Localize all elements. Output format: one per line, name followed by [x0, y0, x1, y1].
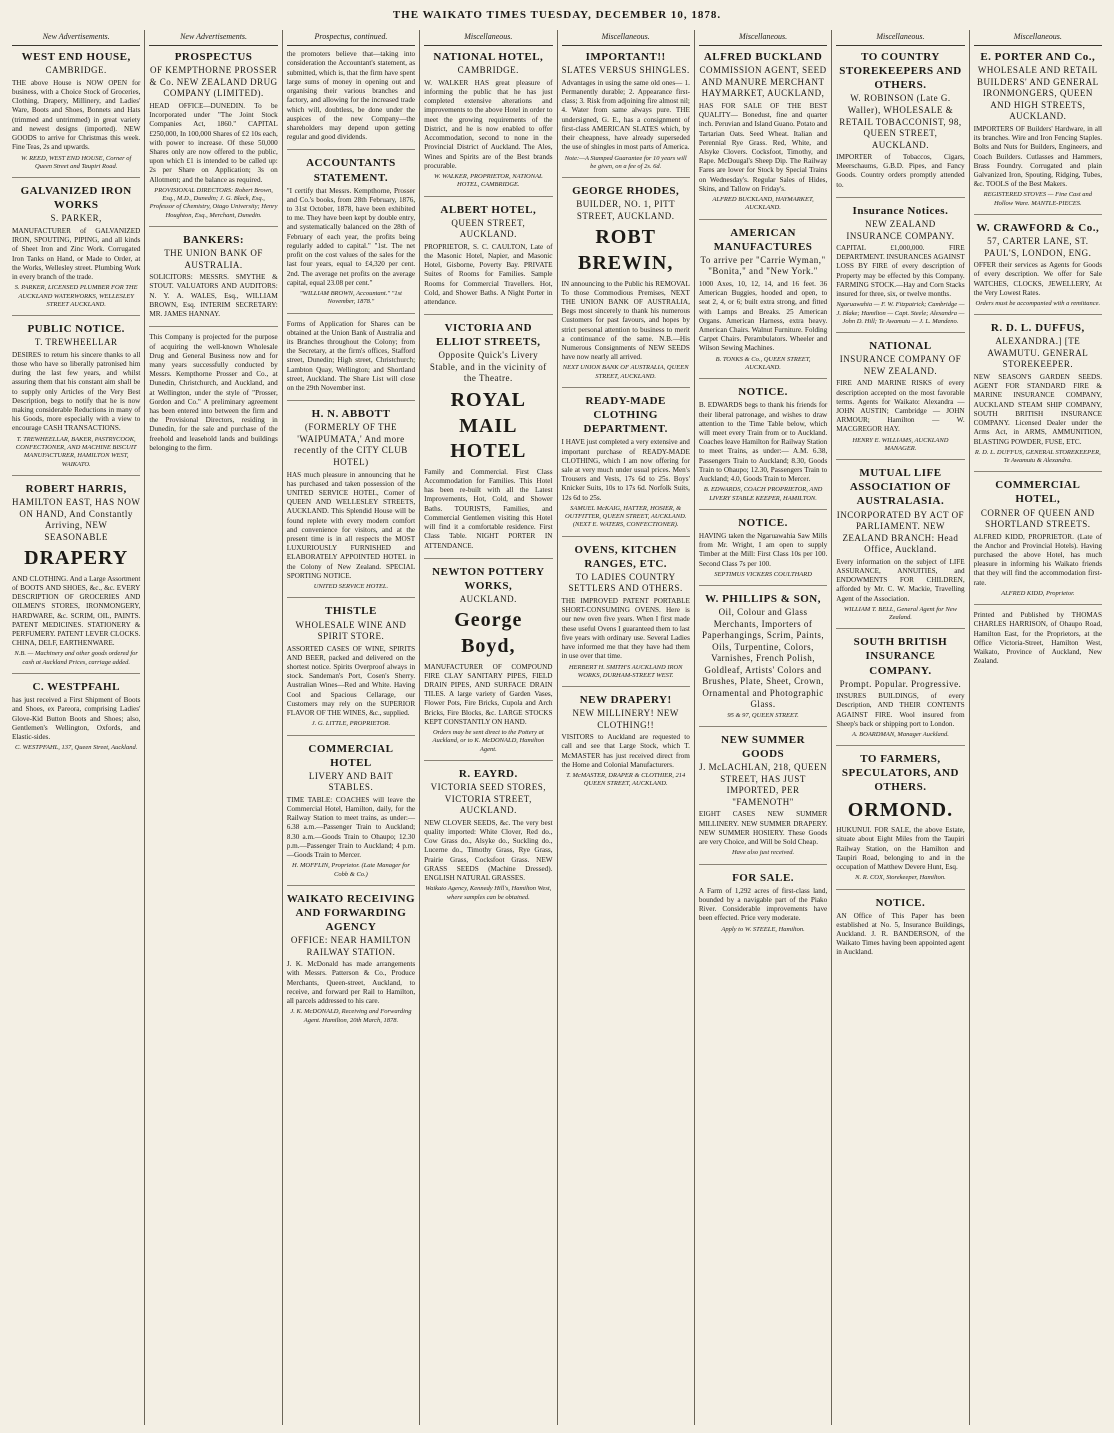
ad-body: HAVING taken the Ngaruawahia Saw Mills from Mr. Wright, I am open to supply Timber at the Mill: First Class 10s per 100. Second Class 7s per 100.: [698, 531, 828, 568]
ad-body: THE above House is NOW OPEN for business, with a Choice Stock of Groceries, Clothing, Drapery, Millinery, and Ladies' Ware, Boots and Shoes, Bonnets and Hats (trimmed and untrimmed) in great variety and newest designs (imported). NEW GOODS to arrive for Christmas this week. Fine Teas, 2s and upwards.: [12, 78, 141, 152]
ad-signature: T. McMASTER, DRAPER & CLOTHIER, 214 QUEEN STREET, AUCKLAND.: [566, 772, 686, 788]
ad-title: H. N. ABBOTT: [311, 408, 391, 421]
advertisement: [287, 892, 415, 1031]
ad-body: Printed and Published by THOMAS CHARLES HARRISON, of Ohaupo Road, Hamilton East, for the Proprietors, at the Office Victoria-Street, Hamilton West, Waikato, Province of Auckland, New Zealand.: [973, 611, 1102, 666]
ad-display-title: ORMOND.: [847, 798, 954, 821]
ad-title: NATIONAL HOTEL,: [433, 51, 544, 64]
ad-body: the promoters believe that—taking into consideration the Accountant's statement, as submitted, which is, that the firm have spent large sums of money in opening out and organising their various branches and factory, and allowing for the increased trade which will, doubtless, be done under the auspices of the new Company—the shareholders may depend upon getting regular and good dividends.: [286, 50, 416, 142]
ad-signature: Ngaruawahia — F. W. Fitzpatrick; Cambridge — J. Blake; Hamilton — Capt. Steele; Alexandra — John D. Hill; Te Awamutu — J. L. Mandeno.: [836, 301, 965, 325]
advertisement: [287, 742, 415, 886]
advertisement: [836, 635, 964, 746]
ad-title: GALVANIZED IRON WORKS: [20, 185, 132, 212]
ad-title: WAIKATO RECEIVING AND FORWARDING AGENCY: [286, 892, 416, 934]
advertisement: [836, 339, 964, 460]
ad-title: VICTORIA AND ELLIOT STREETS,: [436, 322, 541, 349]
ad-signature: A. BOARDMAN, Manager Auckland.: [851, 730, 949, 738]
ad-title: ACCOUNTANTS STATEMENT.: [306, 157, 396, 184]
ad-signature: T. TREWHEELLAR, BAKER, PASTRYCOOK, CONFECTIONER, AND MACHINE BISCUIT MANUFACTURER, HAMILTON WEST, WAIKATO.: [15, 435, 137, 468]
ad-subtitle: W. ROBINSON (Late G. Waller), WHOLESALE & RETAIL TOBACCONIST, 98, QUEEN STREET, AUCKLAND.: [839, 93, 962, 150]
ad-signature: B. TONKS & Co., QUEEN STREET, AUCKLAND.: [715, 355, 811, 371]
ad-signature: ALFRED KIDD, Proprietor.: [1001, 589, 1075, 597]
ad-subtitle: TO LADIES COUNTRY SETTLERS AND OTHERS.: [568, 571, 683, 594]
ad-subtitle: 57, CARTER LANE, ST. PAUL'S, LONDON, ENG.: [984, 236, 1092, 258]
ad-title: PUBLIC NOTICE.: [27, 323, 125, 336]
ad-subtitle: To arrive per "Carrie Wyman," "Bonita," and "New York.": [700, 254, 826, 277]
ad-title: TO COUNTRY STOREKEEPERS AND OTHERS.: [839, 51, 962, 92]
ad-subtitle: NEW ZEALAND INSURANCE COMPANY.: [846, 219, 955, 241]
advertisement: [699, 50, 827, 219]
ad-subtitle: WHOLESALE AND RETAIL BUILDERS' AND GENERAL IRONMONGERS, QUEEN AND HIGH STREETS, AUCKLAND.: [977, 65, 1099, 122]
ad-title: BANKERS:: [183, 234, 244, 247]
advertisement: [12, 482, 140, 674]
ad-body: THE IMPROVED PATENT PORTABLE SHORT-CONSUMING OVENS. Here is our new oven five years. When I first made these useful Ovens I guaranteed them to last five years with ordinary use. Several Ladies have informed me that they have had them in use over that time.: [561, 596, 690, 661]
advertisement: [424, 50, 552, 196]
ad-subtitle: WHOLESALE WINE AND SPIRIT STORE.: [295, 619, 407, 642]
ad-subtitle: NEW MILLINERY! NEW CLOTHING!!: [572, 708, 679, 730]
ad-subtitle: COMMISSION AGENT, SEED AND MANURE MERCHANT HAYMARKET, AUCKLAND,: [699, 65, 827, 99]
ad-title: NOTICE.: [875, 896, 926, 909]
advertisement: [836, 752, 964, 889]
ad-subtitle: J. McLACHLAN, 218, QUEEN STREET, HAS JUST IMPORTED, PER "FAMENOTH": [699, 762, 828, 807]
advertisement: [287, 50, 415, 150]
ad-signature: W. REED, WEST END HOUSE, Corner of Queen Street and Taupiri Road.: [21, 154, 132, 170]
newspaper-column: [557, 30, 694, 1425]
ad-body: AND CLOTHING. And a Large Assortment of BOOTS AND SHOES, &c., &c. EVERY DESCRIPTION OF GROCERIES AND OILMEN'S STORES, IRONMONGERY, HARDWARE, &c. SCRIM, OIL, PAINTS. PATENT MEDICINES. STATIONERY & PERFUMERY. PATENT LEVER CLOCKS. CHINA, DELF, EARTHENWARE.: [12, 574, 141, 648]
advertisement: [562, 693, 690, 795]
advertisement: [836, 466, 964, 629]
column-heading: Miscellaneous.: [699, 30, 827, 46]
ad-body: NEW SEASON'S GARDEN SEEDS. AGENT FOR STANDARD FIRE & MARINE INSURANCE COMPANY, AUCKLAND STEAM SHIP COMPANY, SOUTH BRITISH INSURANCE COMPANY. Licensed Dealer under the Arms Act, in ARMS, AMMUNITION, BLASTING POWDER, FUSE, ETC.: [973, 372, 1102, 446]
ad-signature: Orders must be accompanied with a remittance.: [975, 300, 1101, 308]
ad-title: NEWTON POTTERY WORKS,: [432, 565, 545, 592]
newspaper-column: [8, 30, 144, 1425]
ad-title: OVENS, KITCHEN RANGES, ETC.: [574, 543, 677, 570]
ad-subtitle: ALEXANDRA.] [TE AWAMUTU. GENERAL STOREKEEPER.: [987, 336, 1089, 370]
newspaper-column: [969, 30, 1106, 1425]
ad-signature: WILLIAM T. BELL, General Agent for New Zealand.: [843, 605, 958, 622]
ad-subtitle: HAMILTON EAST, HAS NOW ON HAND, And Constantly Arriving, NEW SEASONABLE: [12, 497, 141, 542]
advertisement: [287, 604, 415, 735]
ad-title: SOUTH BRITISH INSURANCE COMPANY.: [853, 636, 948, 677]
ad-signature: Orders may be sent direct to the Pottery at Auckland, or to K. McDONALD, Hamilton Agent.: [432, 729, 545, 753]
newspaper-column: [144, 30, 281, 1425]
advertisement: [12, 680, 140, 758]
ad-subtitle: CAMBRIDGE.: [45, 65, 107, 76]
advertisement: [149, 50, 277, 227]
ad-subtitle: (FORMERLY OF THE 'WAIPUMATA,' And more recently of the CITY CLUB HOTEL): [294, 422, 408, 467]
ad-body: OFFER their services as Agents for Goods of every description. We offer for Sale WATCHES, CLOCKS, JEWELLERY, At the Very Lowest Rates.: [973, 261, 1102, 297]
ad-body: NEW CLOVER SEEDS, &c. The very best quality imported: White Clover, Red do., Cow Grass do., Alsyke do., Suckling do., Lucerne do., Timothy Grass, Rye Grass, Prairie Grass, Cocksfoot Grass. NEW GRASS SEEDS (Machine Dressed). ENGLISH NATURAL GRASSES.: [424, 818, 553, 882]
advertisement: [149, 333, 277, 460]
advertisement: [836, 896, 964, 965]
advertisement: [12, 184, 140, 316]
ad-body: J. K. McDonald has made arrangements with Messrs. Patterson & Co., Produce Merchants, Queen-street, Auckland, to receive, and forward per Rail to Hamilton, all parcels addressed to his care.: [286, 960, 416, 1006]
ad-body: DESIRES to return his sincere thanks to all those who have so liberally patronised him during the last few years, and whilst assuring them that his constant aim shall be to supply only Articles of the Very Best Description, begs to notify that he is now making considerable Reductions in many of his Goods, more especially with a view to encourage CASH TRANSACTIONS.: [12, 350, 141, 433]
newspaper-column: [419, 30, 556, 1425]
ad-body: "I certify that Messrs. Kempthorne, Prosser and Co.'s books, from 28th February, 1876, to 31st October, 1878, have been exhibited to me. They have been kept by double entry, and systematically balanced on the 28th of February of each year, the profits being regularly added to capital." "1st. The net profit on the cost values of the sales for the last four years, equal to £4,320 per cent. 2nd. The average net profits on the average capital, equal 23.08 per cent.": [286, 186, 416, 287]
advertisement: [699, 516, 827, 586]
ad-display-title: ROYAL MAIL HOTEL: [450, 388, 527, 463]
advertisement: [12, 50, 140, 178]
ad-body: Every information on the subject of LIFE ASSURANCE, ANNUITIES, and ENDOWMENTS FOR CHILDREN, afforded by Mr. C. W. Mackie, Travelling Agent of the Association.: [836, 557, 965, 603]
ad-signature: SEPTIMUS VICKERS COULTHARD: [714, 570, 812, 578]
ad-subtitle: QUEEN STREET, AUCKLAND.: [451, 217, 526, 240]
ad-title: THISTLE: [325, 605, 377, 618]
ad-title: NEW SUMMER GOODS: [721, 734, 806, 761]
advertisement: [974, 50, 1102, 215]
ad-title: C. WESTPFAHL: [32, 681, 120, 694]
advertisement: [974, 321, 1102, 472]
ad-title: FOR SALE.: [732, 871, 795, 884]
ad-subtitle: CAMBRIDGE.: [457, 65, 519, 76]
ad-signature: HERBERT H. SMITH'S AUCKLAND IRON WORKS, DURHAM-STREET WEST.: [568, 663, 683, 679]
ad-title: ROBERT HARRIS,: [25, 482, 127, 495]
ad-signature: "WILLIAM BROWN, Accountant." "1st November, 1878.": [299, 289, 402, 306]
advertisement: [699, 733, 827, 864]
ad-display-title: George Boyd,: [454, 609, 523, 657]
ad-title: R. D. L. DUFFUS,: [990, 322, 1085, 335]
column-heading: Prospectus, continued.: [287, 30, 415, 46]
ad-body: AN Office of This Paper has been established at No. 5, Insurance Buildings, Auckland. J. R. BANDERSON, of the Waikato Times having been appointed agent in Auckland.: [836, 911, 965, 957]
advertisement: [287, 156, 415, 313]
advertisement: [699, 226, 827, 380]
ad-subtitle: Opposite Quick's Livery Stable, and in the vicinity of the Theatre.: [429, 350, 547, 384]
ad-body: MANUFACTURER OF COMPOUND FIRE CLAY SANITARY PIPES, FIELD DRAIN PIPES, AND SURFACE DRAIN TILES. A large variety of Garden Vases, Flower Pots, Fire Bricks, Cupola and Arch Bricks, Fire Blocks, &c. LARGE STOCKS KEPT CONSTANTLY ON HAND.: [424, 662, 553, 726]
ad-body: TIME TABLE: COACHES will leave the Commercial Hotel, Hamilton, daily, for the Railway Station to meet trains, as under:— 6.38 a.m.—Passenger Train to Auckland; 8.30 a.m.—Goods Train to Ohaupo; 12.30 p.m.—Passenger Train to Auckland; 4 p.m.—Goods Train to Mercer.: [286, 795, 416, 860]
ad-signature: UNITED SERVICE HOTEL.: [313, 583, 389, 591]
advertisement: [836, 204, 964, 333]
ad-signature: N.B. — Machinery and other goods ordered for cash at Auckland Prices, carriage added.: [14, 650, 138, 666]
ad-title: AMERICAN MANUFACTURES: [713, 226, 813, 253]
ad-subtitle: SLATES VERSUS SHINGLES.: [561, 65, 690, 76]
ad-body: SOLICITORS: MESSRS. SMYTHE & STOUT. VALUATORS AND AUDITORS: N. Y. A. WALES, Esq., WILLIAM BROWN, Esq. INTERIM SECRETARY: MR. JAMES HANNAY.: [149, 273, 278, 319]
ad-subtitle: OFFICE: NEAR HAMILTON RAILWAY STATION.: [290, 935, 411, 957]
advertisement: [562, 184, 690, 388]
ad-signature: J. G. LITTLE, PROPRIETOR.: [311, 720, 391, 728]
column-heading: Miscellaneous.: [424, 30, 552, 46]
ad-subtitle: T. TREWHEELLAR: [34, 337, 118, 348]
ad-body: HAS much pleasure in announcing that he has purchased and taken possession of the UNITED SERVICE HOTEL, Corner of QUEEN AND WELLESLEY STREETS, AUCKLAND. This Splendid House will be found replete with every modern comfort and convenience for visitors, and at the present time is in all respects the MOST LUXURIOUSLY FURNISHED and ELABORATELY APPOINTED HOTEL in the Colony of New Zealand. SPECIAL SPORTING NOTICE.: [286, 470, 416, 580]
ad-title: TO FARMERS, SPECULATORS, AND OTHERS.: [841, 753, 959, 794]
ad-title: E. PORTER AND Co.,: [980, 51, 1096, 64]
ad-title: GEORGE RHODES,: [572, 185, 680, 198]
ad-subtitle: INCORPORATED BY ACT OF PARLIAMENT. NEW ZEALAND BRANCH: Head Office, Auckland.: [836, 509, 965, 555]
advertisement: [974, 221, 1102, 315]
ad-body: ALFRED KIDD, PROPRIETOR. (Late of the Anchor and Provincial Hotels). Having purchased the above Hotel, has much pleasure in informing his Waikato friends that they will find the accommodation first-rate.: [973, 532, 1102, 587]
ad-signature: Have also just received.: [731, 849, 795, 857]
ad-signature: NEXT UNION BANK OF AUSTRALIA, QUEEN STREET, AUCKLAND.: [562, 364, 689, 380]
ad-subtitle: BUILDER, NO. 1, PITT STREET, AUCKLAND.: [576, 199, 676, 221]
ad-body: 1000 Axes, 10, 12, 14, and 16 feet. 36 American Buggies, hooded and open, to seat 2, 4, or 6; built extra strong, and fitted with Lamps and Breaks. 25 American Organs. American Harness, extra heavy. American Chairs. Walnut Furniture. Folding Carpet Chairs. Perambulators. Wheeler and Wilson Sewing Machines.: [698, 279, 828, 353]
ad-subtitle: OF KEMPTHORNE PROSSER & Co. NEW ZEALAND DRUG COMPANY (LIMITED).: [149, 65, 278, 99]
ad-title: W. CRAWFORD & Co.,: [976, 222, 1100, 235]
ad-body: HUKUNUI. FOR SALE, the above Estate, situate about Eight Miles from the Taupiri Railway Station, on the Hamilton and Taupiri Road, belonging to and in the occupation of Matthew Devere Hunt, Esq.: [836, 826, 965, 871]
ad-subtitle: VICTORIA SEED STORES, VICTORIA STREET, AUCKLAND.: [430, 782, 547, 816]
ad-body: Forms of Application for Shares can be obtained at the Union Bank of Australia and its Branches throughout the Colony; from the Secretary, at the firm's offices, Stafford street, Dunedin; High street, Christchurch; Lambton Quay, Wellington; and Shortland street, Auckland. The Share List will close on the 29th November inst.: [286, 319, 416, 393]
ad-body: This Company is projected for the purpose of acquiring the well-known Wholesale Drug and General Business now and for many years successfully conducted by Messrs. Kempthorne Prosser and Co., at Dunedin, Christchurch, and Auckland, and at Wellington, under the style of "Prosser, Gordon and Co." A preliminary agreement has been entered into between the firm and the Provisional Directors, residing in Dunedin, for the sale and purchase of the freehold and leasehold lands and buildings belonging to the firm.: [149, 333, 278, 452]
advertisement: [699, 385, 827, 510]
ad-signature: REGISTERED STOVES — Fine Cast and Hollow Ware. MANTLE-PIECES.: [983, 191, 1092, 207]
ad-signature: PROVISIONAL DIRECTORS: Robert Brown, Esq., M.D., Dunedin; J. G. Black, Esq., Professor of Chemistry, Otago University; Henry Houghton, Esq., Merchant, Dunedin.: [149, 186, 278, 219]
ad-subtitle: THE UNION BANK OF AUSTRALIA.: [164, 248, 263, 270]
ad-signature: N. R. COX, Storekeeper, Hamilton.: [855, 874, 946, 882]
ad-subtitle: Oil, Colour and Glass Merchants, Importers of Paperhangings, Scrim, Paints, Oils, Turpentine, Colors, Varnishes, French Polish, Goldleaf, Artists' Colors and Brushes, Plate, Sheet, Crown, Ornamental and Photographic Glass.: [701, 607, 825, 710]
ad-body: ASSORTED CASES OF WINE, SPIRITS AND BEER, packed and delivered on the shortest notice. Spirits Overproof always in stock. Sandeman's Port, Cosen's Sherry. Australian Wines—Red and White. Having Cool and Spacious Cellarage, our Customers may rely on the SUPERIOR FLAVOR OF THE WINES, &c., supplied.: [286, 644, 416, 718]
ad-body: IMPORTER of Tobaccos, Cigars, Meerschaums, G.B.D. Pipes, and Fancy Goods. Country orders promptly attended to.: [836, 153, 965, 189]
advertisement: [974, 611, 1102, 673]
advertisement: [149, 233, 277, 327]
advertisement: [424, 321, 552, 558]
ad-title: W. PHILLIPS & SON,: [705, 593, 821, 606]
advertisement: [974, 478, 1102, 605]
advertisement: [562, 543, 690, 687]
ad-signature: 95 & 97, QUEEN STREET.: [727, 711, 799, 719]
ad-body: Advantages in using the same old ones— 1. Permanently durable; 2. Appearance first-class; 3. Risk from adjoining fire almost nil; 4. Water from same always pure. THE undersigned, G. E., has a consignment of first-class AMERICAN SLATES which, by their cheapness, have already superseded the use of shingles in most parts of America.: [561, 78, 690, 152]
ad-body: A Farm of 1,292 acres of first-class land, bounded by a navigable part of the Piako River. Considerable improvements have been effected. Price very moderate.: [698, 886, 828, 923]
ad-signature: W. WALKER, PROPRIETOR, NATIONAL HOTEL, CAMBRIDGE.: [433, 173, 543, 189]
newspaper-columns: [8, 30, 1106, 1425]
ad-signature: HENRY E. WILLIAMS, AUCKLAND MANAGER.: [852, 436, 949, 453]
ad-body: CAPITAL £1,000,000. FIRE DEPARTMENT. INSURANCES AGAINST LOSS BY FIRE of every description of Property may be effected by this Company. FARMING STOCK.—Hay and Corn Stacks insured for three, six, or twelve months.: [836, 244, 965, 299]
advertisement: [287, 320, 415, 402]
ad-display-title: DRAPERY: [24, 547, 129, 570]
ad-body: PROPRIETOR, S. C. CAULTON, Late of the Masonic Hotel, Napier, and Masonic Hotel, Gisborne, Poverty Bay. PRIVATE Suites of Rooms for Families. Sample Rooms for Commercial Travellers. Hot, Cold, and Shower Baths. A Night Porter in attendance.: [424, 242, 553, 307]
column-heading: New Advertisements.: [12, 30, 140, 46]
ad-title: COMMERCIAL HOTEL: [308, 742, 394, 769]
advertisement: [424, 203, 552, 316]
ad-title: R. EAYRD.: [458, 768, 518, 781]
ad-body: has just received a First Shipment of Boots and Shoes, ex Pareora, comprising Ladies' Glove-Kid Button Boots and Shoes; also, Gentlemen's Wellington, Oxfords, and Elastic-sides.: [12, 696, 141, 741]
ad-signature: J. K. McDONALD, Receiving and Forwarding Agent. Hamilton, 20th March, 1878.: [290, 1008, 412, 1024]
ad-title: ALBERT HOTEL,: [440, 203, 537, 216]
ad-body: MANUFACTURER of GALVANIZED IRON, SPOUTING, PIPING, and all kinds of Sheet Iron and Zinc Work. Corrugated Iron Tanks on Hand, or Made to Order, at the Works, Wellesley street. Plumbing Work in every branch of the trade.: [12, 226, 141, 281]
ad-signature: Apply to W. STEELE, Hamilton.: [721, 925, 805, 933]
ad-signature: S. PARKER, LICENSED PLUMBER FOR THE AUCKLAND WATERWORKS, WELLESLEY STREET AUCKLAND.: [14, 284, 138, 308]
ad-body: VISITORS to Auckland are requested to call and see that Large Stock, which T. McMASTER has just received direct from the Home and Colonial Manufacturers.: [561, 733, 690, 769]
ad-title: WEST END HOUSE,: [21, 51, 131, 64]
ad-subtitle: AUCKLAND.: [459, 593, 517, 604]
newspaper-masthead: THE WAIKATO TIMES TUESDAY, DECEMBER 10, 1878.: [392, 9, 722, 21]
ad-title: PROSPECTUS: [174, 51, 253, 64]
ad-title: ALFRED BUCKLAND: [703, 51, 823, 64]
ad-title: NATIONAL: [869, 340, 932, 353]
ad-body: W. WALKER HAS great pleasure of informing the public that he has just completed extensive alterations and improvements to the above Hotel in order to meet the growing requirements of the District, and he is now enabled to offer Accommodation, second to none in the Provincial District of Auckland. The Ales, Wines and Spirits are of the Best brands procurable.: [424, 78, 553, 170]
ad-display-title: ROBT BREWIN,: [578, 226, 674, 274]
ad-signature: C. WESTPFAHL, 137, Queen Street, Auckland.: [15, 744, 138, 752]
ad-title: Insurance Notices.: [852, 204, 949, 217]
column-heading: Miscellaneous.: [562, 30, 690, 46]
ad-subtitle: Prompt. Popular. Progressive.: [839, 678, 962, 689]
ad-signature: Note:—A Stamped Guarantee for 10 years will be given, on a fee of 2s. 6d.: [564, 154, 687, 170]
advertisement: [424, 565, 552, 761]
advertisement: [562, 50, 690, 178]
ad-title: COMMERCIAL HOTEL,: [995, 479, 1081, 506]
ad-title: MUTUAL LIFE ASSOCIATION OF AUSTRALASIA.: [849, 467, 952, 508]
advertisement: [562, 394, 690, 537]
ad-body: EIGHT CASES NEW SUMMER MILLINERY. NEW SUMMER DRAPERY. NEW SUMMER HOSIERY. These Goods are very Choice, and Will be Sold Cheap.: [698, 810, 828, 847]
ad-body: I HAVE just completed a very extensive and important purchase of READY-MADE CLOTHING, which I am now offering for sale at very much under usual prices. Men's Trousers and Vests, 17s 6d to 25s. Boys' Knicker Suits, 10s to 17s 6d. Norfolk Suits, 12s 6d to 25s.: [561, 438, 690, 502]
advertisement: [699, 592, 827, 727]
ad-body: Family and Commercial. First Class Accommodation for Families. This Hotel has been re-built with all the Latest Improvements, Hot, Cold, and Shower Baths. TOURISTS, Families, and Commercial Gentlemen visiting this Hotel will find it a comfortable residence. First Class Table. NIGHT PORTER IN ATTENDANCE.: [424, 467, 553, 550]
ad-title: READY-MADE CLOTHING DEPARTMENT.: [583, 395, 668, 436]
ad-body: INSURES BUILDINGS, of every Description, AND THEIR CONTENTS AGAINST FIRE. Wool insured from Sheep's back or shipping port to London.: [836, 692, 965, 728]
ad-signature: ALFRED BUCKLAND, HAYMARKET, AUCKLAND.: [712, 196, 814, 212]
ad-body: HEAD OFFICE—DUNEDIN. To be Incorporated under "The Joint Stock Companies Act, 1860." CAPITAL £250,000, In 100,000 Shares of £2 10s each, with power to increase. Of these 50,000 Shares only are now offered to the public, upon which £1 is intended to be called up: 2s per Share on Application; 3s on Allotment; and the balance as required.: [149, 101, 278, 184]
ad-signature: SAMUEL McKAIG, HATTER, HOSIER, & OUTFITTER, QUEEN STREET, AUCKLAND. (NEXT E. WATERS, CONFECTIONER).: [564, 504, 687, 529]
ad-signature: R. D. L. DUFFUS, GENERAL STOREKEEPER, Te Awamutu & Alexandra.: [974, 448, 1101, 465]
ad-signature: B. EDWARDS, COACH PROPRIETOR, AND LIVERY STABLE KEEPER, HAMILTON.: [703, 486, 823, 502]
column-heading: New Advertisements.: [149, 30, 277, 46]
advertisement: [287, 407, 415, 598]
column-heading: Miscellaneous.: [836, 30, 964, 46]
advertisement: [836, 50, 964, 198]
ad-title: IMPORTANT!!: [585, 51, 666, 64]
ad-body: HAS FOR SALE OF THE BEST QUALITY— Bonedust, fine and quarter inch. Peruvian and Island Guano. Potato and Tartarian Oats. Seed Wheat. Italian and Perennial Rye Grass. Red, White, and Alsyke Clovers. Cocksfoot, Timothy, and Rape. McDougal's Sheep Dip. The Railway Fares are lower for Stock by Special Trains on Wednesday's. Regular Sales of Hides, Skins, and Tallow on Friday's.: [698, 101, 828, 193]
ad-signature: Waikato Agency, Kennedy Hill's, Hamilton West, where samples can be obtained.: [425, 885, 552, 901]
newspaper-column: [282, 30, 419, 1425]
ad-title: NOTICE.: [738, 386, 788, 399]
ad-subtitle: LIVERY AND BAIT STABLES.: [308, 770, 394, 793]
newspaper-column: [831, 30, 968, 1425]
advertisement: [699, 871, 827, 940]
ad-body: FIRE AND MARINE RISKS of every description accepted on the most favorable terms. Agents for Waikato: Alexandra — JOHN AUSTIN; Cambridge — JOHN ARMOUR; Hamilton — W. MACGREGOR HAY.: [836, 379, 965, 434]
ad-signature: H. MOFFLIN, Proprietor. (Late Manager for Cobb & Co.): [292, 862, 410, 878]
ad-body: IN announcing to the Public his REMOVAL To those Commodious Premises, NEXT THE UNION BANK OF AUSTRALIA, Begs most sincerely to thank his numerous Customers for past favours, and hopes by strict personal attention to business to merit a continuance of the same. N.B.—His Numerous Consignments of NEW SEEDS have now nearly all arrived.: [561, 279, 690, 362]
ad-subtitle: CORNER OF QUEEN AND SHORTLAND STREETS.: [980, 507, 1095, 530]
newspaper-column: [694, 30, 831, 1425]
ad-body: IMPORTERS OF Builders' Hardware, in all its branches. Wire and Iron Fencing Staples. Bolts and Nuts for Builders, Engineers, and Coach Builders. Cutlasses and Hammers, Brass Foundry. Corrugated and plain Galvanized Iron, Spouting, Ridging, Tubes, &c. TOOLS of the Best Makers.: [973, 124, 1102, 189]
ad-subtitle: S. PARKER,: [50, 213, 102, 224]
ad-subtitle: INSURANCE COMPANY OF NEW ZEALAND.: [839, 354, 962, 376]
advertisement: [12, 322, 140, 476]
advertisement: [424, 767, 552, 908]
ad-title: NOTICE.: [738, 516, 788, 529]
column-heading: Miscellaneous.: [974, 30, 1102, 46]
ad-title: NEW DRAPERY!: [579, 694, 672, 707]
ad-body: B. EDWARDS begs to thank his friends for their liberal patronage, and wishes to draw attention to the Time Table below, which will meet every Train from or to Auckland. Coaches leave Hamilton for Railway Station to meet Trains, as under:— A.M. 6.38, Passengers Train to Auckland; 8.30, Goods Train to Ohaupo; 12.30, Passengers Train to Auckland; 4.0, Goods Train to Mercer.: [698, 401, 828, 484]
